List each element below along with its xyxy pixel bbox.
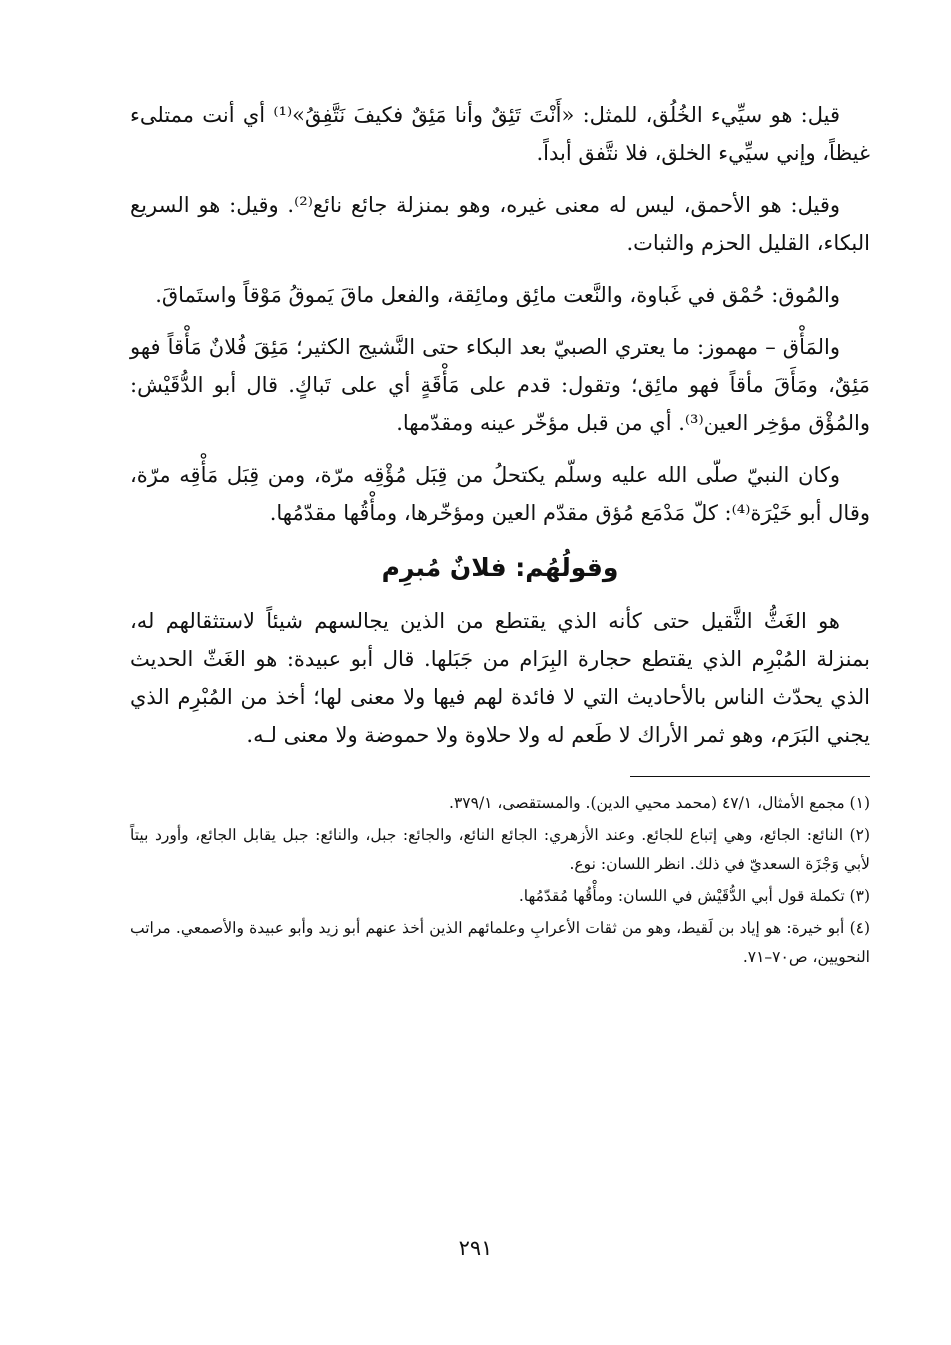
footnote-3: (٣) تكملة قول أبي الدُّقَيْش في اللسان: ومأْقُها مُقدّمُها.	[518, 887, 870, 905]
paragraph-5: وكان النبيّ صلّى الله عليه وسلّم يكتحلُ من قِبَل مُؤْقِه مرّة، ومن قِبَل مَأْقِه مرّة، وقال أبو خَيْرَة⁽⁴⁾: كلّ مَدْمَع مُؤق مقدّم العين ومؤخّرها، ومأْقُها مقدّمُها.	[130, 463, 870, 525]
footnotes	[130, 789, 870, 972]
page-number: ٢٩١	[458, 1236, 493, 1260]
paragraph-1: قيل: هو سيِّيء الخُلُق، للمثل: «أَنْتَ تَئِقٌ وأنا مَئِقٌ فكيفَ نَتَّفِقُ»⁽¹⁾ أي أنت ممتلىء غيظاً، وإني سيِّيء الخلق، فلا نتَّفق أبداً.	[130, 103, 870, 165]
footnote-2: (٢) النائع: الجائع، وهي إتباع للجائع. وعند الأزهري: الجائع النائع، والجائع: جبل، والنائع: جبل يقابل الجائع، وأورد بيتاً لأبي وَجْزَة السعديّ في ذلك. انظر اللسان: نوع.	[130, 826, 870, 873]
paragraph-4: والمَأْق – مهموز: ما يعتري الصبيّ بعد البكاء حتى النَّشيج الكثير؛ مَئِقَ فُلانٌ مَأْقاً فهو مَئِقٌ، ومَأَقَ مأقاً فهو مائِق؛ وتقول: قدم على مَأْقَةٍ أي على تَباكٍ. قال أبو الدُّقَيْش: والمُؤْق مؤخِر العين⁽³⁾. أي من قبل مؤخّر عينه ومقدّمها.	[130, 335, 870, 435]
section-paragraph: هو الغَثُّ الثَّقيل حتى كأنه الذي يقتطع من الذين يجالسهم شيئاً لاستثقالهم له، بمنزلة المُبْرِم الذي يقتطع حجارة البِرَام من جَبَلها. قال أبو عبيدة: هو الغَثّ الحديث الذي يحدّث الناس بالأحاديث التي لا فائدة لهم فيها ولا معنى لها؛ أخذ من المُبْرِم الذي يجني البَرَم، وهو ثمر الأراك لا طَعم له ولا حلاوة ولا حموضة ولا معنى لـه.	[130, 609, 870, 747]
paragraph-3: والمُوق: حُمْق في غَباوة، والنَّعت مائِق ومائِقة، والفعل ماقَ يَموقُ مَوْقاً واستَماقَ.	[155, 283, 840, 307]
footnote-4: (٤) أبو خيرة: هو إياد بن لَقيط، وهو من ثقات الأعرابِ وعلمائهم الذين أخذ عنهم أبو زيد وأبو عبيدة والأصمعي. مراتب النحويين، ص٧٠–٧١.	[130, 919, 871, 966]
footnote-divider	[630, 776, 870, 777]
page-body	[130, 96, 870, 975]
section-title: وقولُهُم: فلانٌ مُبرِم	[381, 553, 619, 582]
paragraph-2: وقيل: هو الأحمق، ليس له معنى غيره، وهو بمنزلة جائع نائع⁽²⁾. وقيل: هو السريع البكاء، القليل الحزم والثبات.	[130, 193, 870, 255]
footnote-1: (١) مجمع الأمثال، ٤٧/١ (محمد محيي الدين). والمستقصى، ٣٧٩/١.	[449, 794, 870, 812]
